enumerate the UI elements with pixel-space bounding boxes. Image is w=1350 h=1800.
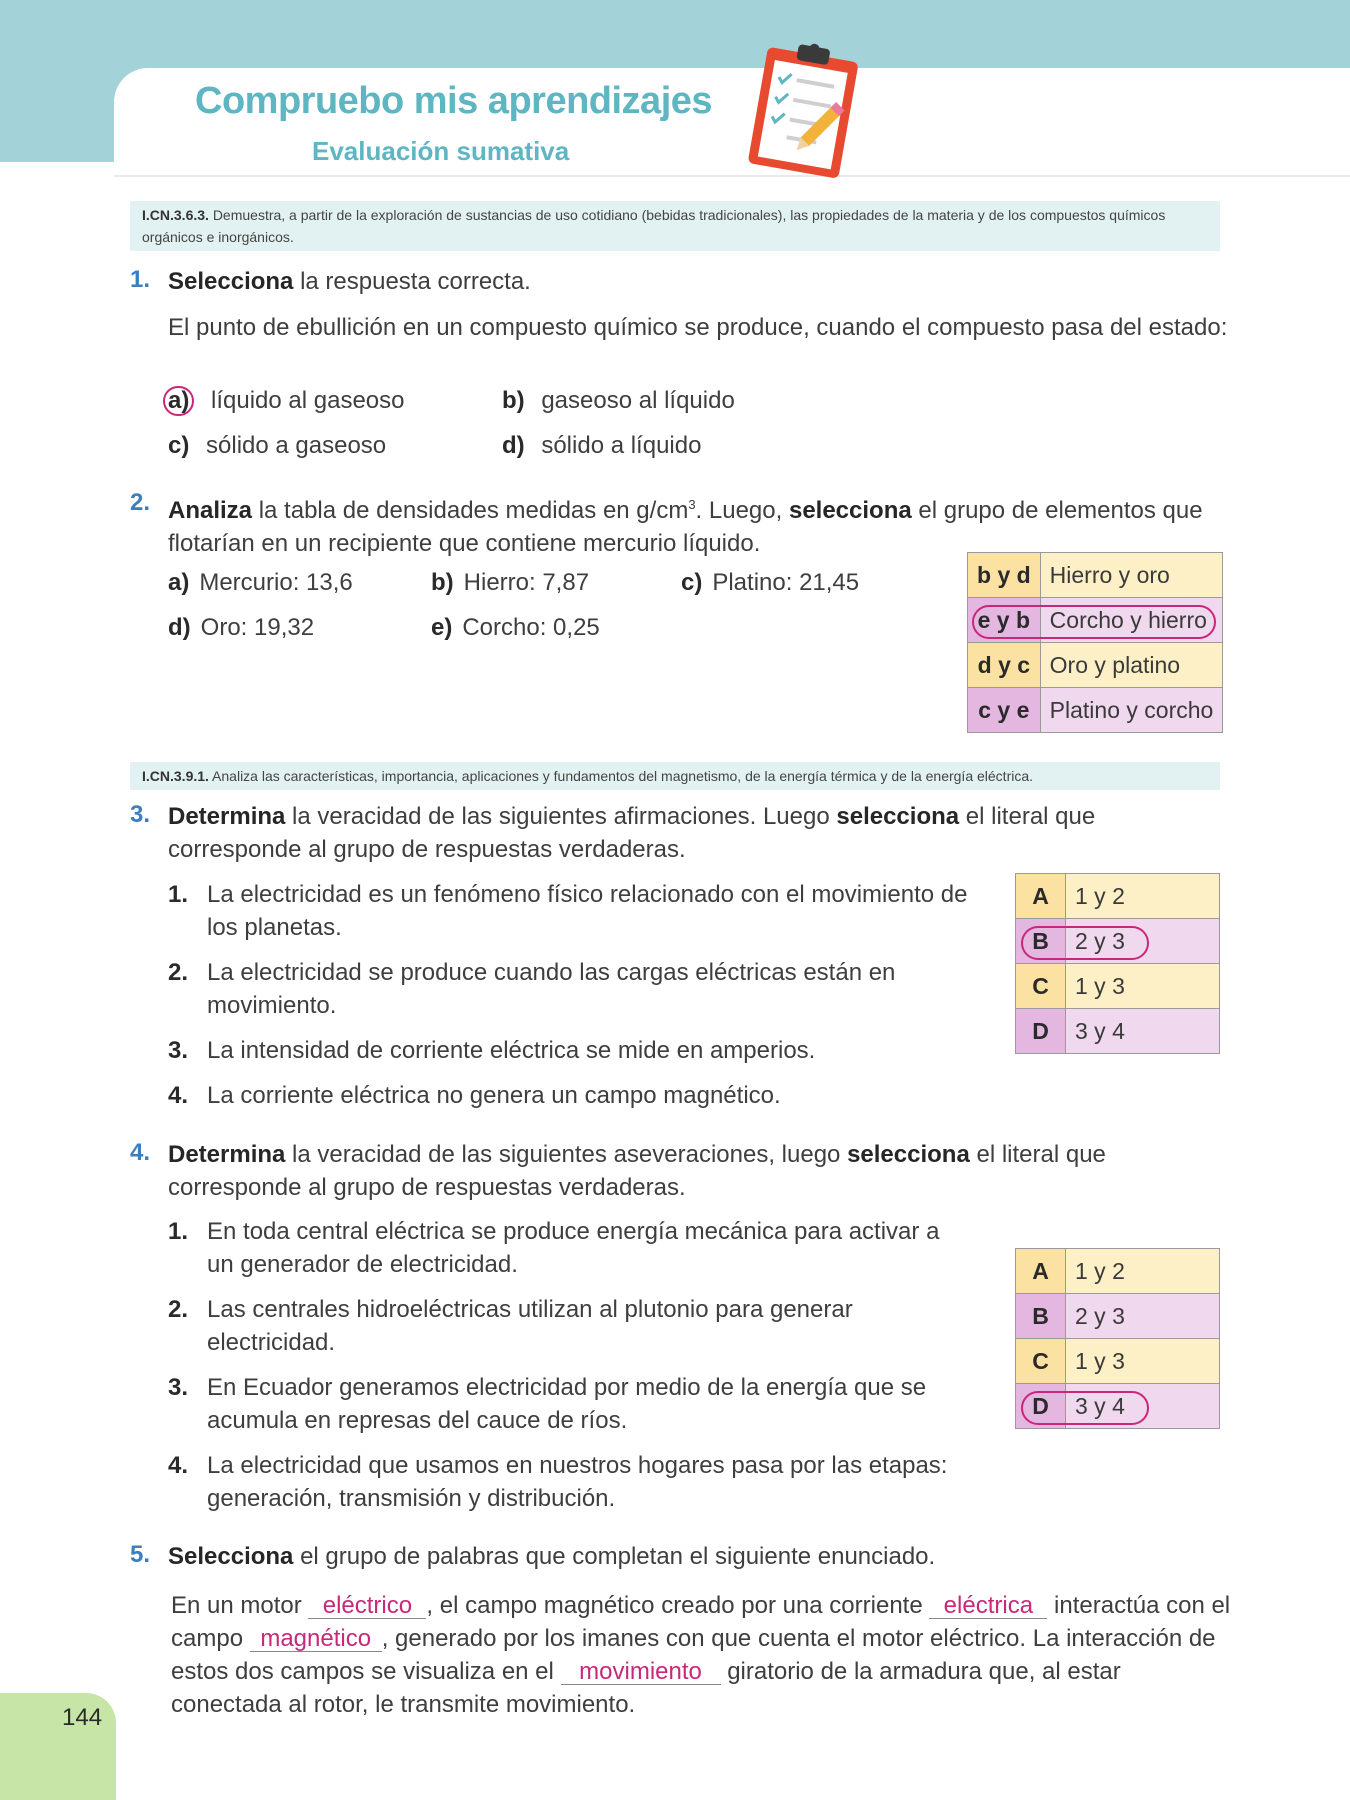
- question-prompt: Determina la veracidad de las siguientes aseveraciones, luego selecciona el literal que corresponde al grupo de respuestas verdaderas.: [168, 1141, 1106, 1201]
- statement-item: 4. La electricidad que usamos en nuestros hogares pasa por las etapas: generación, transmisión y distribución.: [168, 1452, 948, 1512]
- fill-blank[interactable]: magnético: [250, 1627, 382, 1652]
- question-number: 4.: [130, 1139, 151, 1166]
- statement-item: 1. En toda central eléctrica se produce energía mecánica para activar a un generador de electricidad.: [168, 1218, 940, 1278]
- answer-row[interactable]: B 2 y 3: [1016, 1294, 1220, 1339]
- answer-row[interactable]: b y d Hierro y oro: [968, 553, 1223, 598]
- indicator-text: Demuestra, a partir de la exploración de sustancias de uso cotidiano (bebidas tradicionales), las propiedades de la materia y de los compuestos químicos orgánicos e inorgánicos.: [142, 207, 1166, 245]
- answer-row[interactable]: A 1 y 2: [1016, 874, 1220, 919]
- option-label: c): [168, 432, 190, 459]
- question-number: 2.: [130, 489, 151, 516]
- statement-item: 2. Las centrales hidroeléctricas utilizan al plutonio para generar electricidad.: [168, 1296, 853, 1356]
- statement-item: 2. La electricidad se produce cuando las cargas eléctricas están en movimiento.: [168, 959, 896, 1019]
- question-prompt: Determina la veracidad de las siguientes afirmaciones. Luego selecciona el literal que corresponde al grupo de respuestas verdaderas.: [168, 803, 1096, 863]
- answer-table: [1015, 873, 1220, 1054]
- answer-row[interactable]: C 1 y 3: [1016, 1339, 1220, 1384]
- answer-row[interactable]: A 1 y 2: [1016, 1249, 1220, 1294]
- page-number: 144: [62, 1704, 103, 1731]
- fill-blank[interactable]: eléctrica: [929, 1594, 1047, 1619]
- option-label: b): [502, 387, 525, 414]
- fill-blank[interactable]: movimiento: [561, 1660, 721, 1685]
- question-number: 1.: [130, 266, 151, 293]
- option-b[interactable]: b) gaseoso al líquido: [502, 387, 735, 414]
- question-prompt: Selecciona el grupo de palabras que completan el siguiente enunciado.: [168, 1543, 936, 1570]
- indicator-box: [130, 762, 1220, 790]
- answer-table: [1015, 1248, 1220, 1429]
- answer-row[interactable]: e y b Corcho y hierro: [968, 598, 1223, 643]
- density-item: c) Platino: 21,45: [681, 569, 860, 596]
- statement-item: 3. La intensidad de corriente eléctrica se mide en amperios.: [168, 1037, 816, 1064]
- question-number: 5.: [130, 1541, 151, 1568]
- answer-row[interactable]: D 3 y 4: [1016, 1384, 1220, 1429]
- page-subtitle: Evaluación sumativa: [312, 136, 570, 166]
- answer-row[interactable]: d y c Oro y platino: [968, 643, 1223, 688]
- clipboard-icon: [740, 38, 870, 178]
- density-item: a) Mercurio: 13,6: [168, 569, 353, 596]
- option-c[interactable]: c) sólido a gaseoso: [168, 432, 387, 459]
- option-d[interactable]: d) sólido a líquido: [502, 432, 702, 459]
- density-item: b) Hierro: 7,87: [431, 569, 590, 596]
- statement-item: 3. En Ecuador generamos electricidad por medio de la energía que se acumula en represas del cauce de ríos.: [168, 1374, 927, 1434]
- answer-row[interactable]: B 2 y 3: [1016, 919, 1220, 964]
- indicator-code: I.CN.3.6.3.: [142, 207, 209, 223]
- option-a[interactable]: a) líquido al gaseoso: [168, 384, 405, 417]
- fill-blank[interactable]: eléctrico: [308, 1594, 426, 1619]
- indicator-code: I.CN.3.9.1.: [142, 768, 209, 784]
- answer-table: [967, 552, 1223, 733]
- indicator-text: Analiza las características, importancia, aplicaciones y fundamentos del magnetismo, de la energía térmica y de la energía eléctrica.: [212, 768, 1034, 784]
- option-label: a): [163, 386, 194, 416]
- statement-item: 4. La corriente eléctrica no genera un campo magnético.: [168, 1082, 781, 1109]
- question-number: 3.: [130, 801, 151, 828]
- indicator-box: [130, 201, 1220, 251]
- density-item: d) Oro: 19,32: [168, 614, 315, 641]
- answer-row[interactable]: D 3 y 4: [1016, 1009, 1220, 1054]
- fill-in-paragraph: En un motor eléctrico , el campo magnético creado por una corriente eléctrica interactúa con el campo magnético , generado por los imanes con que cuenta el motor eléctrico. La interacción de estos dos campos se visualiza en el movimiento giratorio de la armadura que, al estar conectada al rotor, le transmite movimiento.: [171, 1592, 1231, 1718]
- page-title: Compruebo mis aprendizajes: [195, 80, 713, 122]
- answer-row[interactable]: c y e Platino y corcho: [968, 688, 1223, 733]
- question-stem: El punto de ebullición en un compuesto químico se produce, cuando el compuesto pasa del estado:: [168, 314, 1228, 341]
- header-divider: [114, 175, 1350, 177]
- density-item: e) Corcho: 0,25: [431, 614, 600, 641]
- option-label: d): [502, 432, 525, 459]
- statement-item: 1. La electricidad es un fenómeno físico relacionado con el movimiento de los planetas.: [168, 881, 968, 941]
- question-prompt: Analiza la tabla de densidades medidas en $g/cm^3$. Luego, selecciona el grupo de elementos que flotarían en un recipiente que contiene mercurio líquido.: [168, 497, 1203, 557]
- answer-row[interactable]: C 1 y 3: [1016, 964, 1220, 1009]
- question-prompt: Selecciona la respuesta correcta.: [168, 268, 531, 295]
